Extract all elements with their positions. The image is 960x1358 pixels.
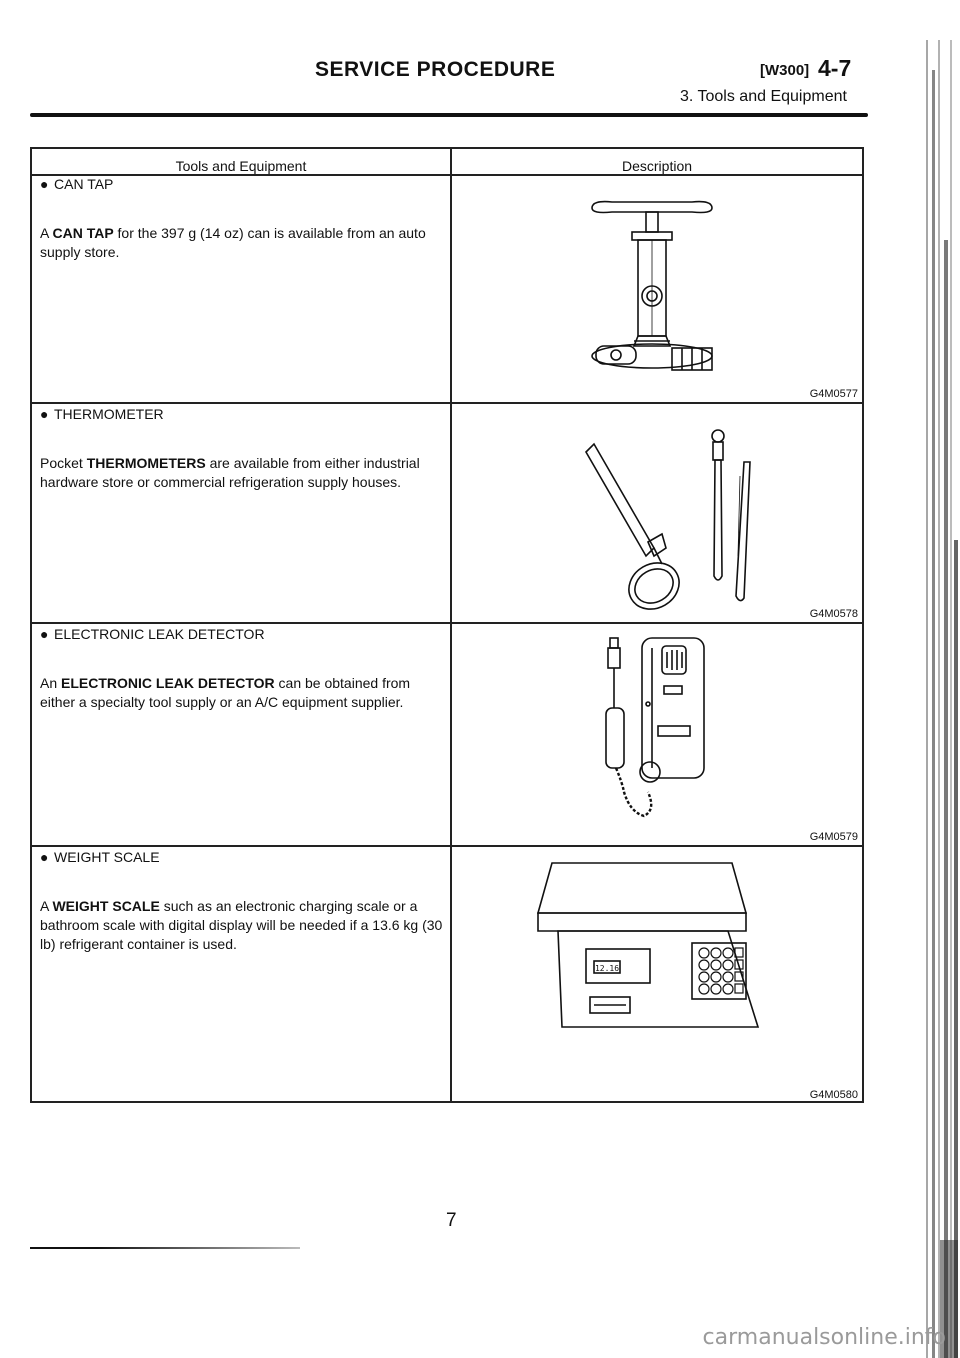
section-subtitle: 3. Tools and Equipment bbox=[680, 88, 847, 105]
item-title-weight-scale: ● WEIGHT SCALE bbox=[40, 849, 160, 865]
scale-display-reading: 12.16 bbox=[594, 964, 620, 973]
item-desc-weight-scale: A WEIGHT SCALE such as an electronic charging scale or a bathroom scale with digital display will be needed if a 13.6 kg (30 lb) refrigerant container is used. bbox=[40, 898, 443, 952]
row-rule bbox=[32, 622, 862, 624]
item-desc-thermometer: Pocket THERMOMETERS are available from either industrial hardware store or commercial refrigeration supply houses. bbox=[40, 455, 420, 490]
table-row-weight-scale bbox=[32, 845, 862, 1103]
figure-code: G4M0578 bbox=[809, 608, 858, 620]
row-rule bbox=[32, 402, 862, 404]
weight-scale-illustration bbox=[532, 857, 772, 1057]
bullet-icon: ● bbox=[40, 626, 49, 642]
page-header-title: SERVICE PROCEDURE bbox=[315, 58, 556, 81]
table-row-leak-detector bbox=[32, 622, 862, 845]
figure-code: G4M0577 bbox=[809, 388, 858, 400]
scan-edge-artifact bbox=[922, 40, 960, 1358]
footer-mark bbox=[30, 1247, 300, 1249]
section-code: [W300] bbox=[760, 62, 810, 79]
bullet-icon: ● bbox=[40, 406, 49, 422]
item-title-can-tap: ● CAN TAP bbox=[40, 176, 114, 192]
leak-detector-illustration bbox=[582, 632, 752, 832]
header-rule bbox=[30, 113, 868, 117]
page-reference: 4-7 bbox=[818, 55, 852, 81]
column-header-description: Description bbox=[621, 158, 693, 174]
figure-code: G4M0580 bbox=[809, 1089, 858, 1101]
page-number: 7 bbox=[446, 1210, 457, 1231]
can-tap-illustration bbox=[572, 196, 732, 376]
table-row-can-tap bbox=[32, 174, 862, 402]
item-title-leak-detector: ● ELECTRONIC LEAK DETECTOR bbox=[40, 626, 265, 642]
tools-table bbox=[30, 147, 864, 1103]
bullet-icon: ● bbox=[40, 176, 49, 192]
row-rule bbox=[32, 845, 862, 847]
item-desc-leak-detector: An ELECTRONIC LEAK DETECTOR can be obtained from either a specialty tool supply or an A/C equipment supplier. bbox=[40, 675, 411, 710]
table-row-thermometer bbox=[32, 402, 862, 622]
watermark: carmanualsonline.info bbox=[702, 1325, 946, 1350]
thermometer-illustration bbox=[572, 416, 762, 616]
figure-code: G4M0579 bbox=[809, 831, 858, 843]
bullet-icon: ● bbox=[40, 849, 49, 865]
item-desc-can-tap: A CAN TAP for the 397 g (14 oz) can is available from an auto supply store. bbox=[40, 225, 426, 260]
column-header-tools: Tools and Equipment bbox=[175, 158, 307, 174]
item-title-thermometer: ● THERMOMETER bbox=[40, 406, 164, 422]
